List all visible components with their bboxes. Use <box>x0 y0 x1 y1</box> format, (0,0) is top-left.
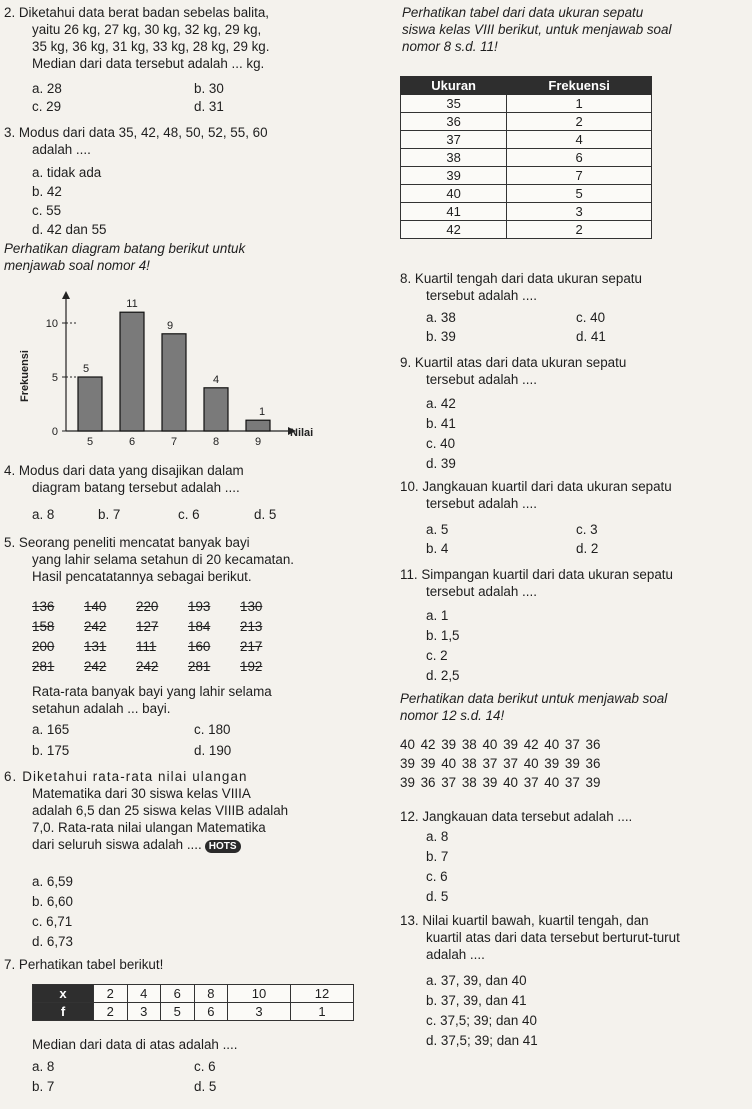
q2-line: Median dari data tersebut adalah ... kg. <box>32 56 265 71</box>
question-3 <box>4 124 268 158</box>
x-tick-label: 7 <box>170 436 178 448</box>
bar-data-label: 5 <box>82 363 90 375</box>
data-values <box>400 736 600 793</box>
question-6 <box>4 768 288 853</box>
table-cell: 36 <box>401 113 507 131</box>
q6-line: 7,0. Rata-rata nilai ulangan Matematika <box>32 820 266 835</box>
q5-option-b[interactable]: b. 175 <box>32 743 70 758</box>
q9-option-a[interactable]: a. 42 <box>426 396 456 411</box>
question-8 <box>400 270 642 304</box>
q4-option-a[interactable]: a. 8 <box>32 507 55 522</box>
table-intro <box>402 4 671 55</box>
table-header-row <box>401 77 652 95</box>
q5-data-row: 200 131 111 160 217 <box>32 639 263 654</box>
q11-line: tersebut adalah .... <box>426 584 537 599</box>
table-cell: 41 <box>401 203 507 221</box>
q7-option-a[interactable]: a. 8 <box>32 1059 55 1074</box>
q13-line: adalah .... <box>426 947 485 962</box>
q12-question: 12. Jangkauan data tersebut adalah .... <box>400 809 633 824</box>
y-tick-label: 0 <box>51 426 58 438</box>
q5-option-a[interactable]: a. 165 <box>32 722 70 737</box>
table-intro-line: Perhatikan tabel dari data ukuran sepatu <box>402 5 644 20</box>
q6-line: Matematika dari 30 siswa kelas VIIIA <box>32 786 251 801</box>
q3-option-b[interactable]: b. 42 <box>32 184 62 199</box>
y-axis-arrow <box>62 291 70 299</box>
q3-option-a[interactable]: a. tidak ada <box>32 165 102 180</box>
q5-data-row: 158 242 127 184 213 <box>32 619 263 634</box>
q5-after-line: setahun adalah ... bayi. <box>32 701 171 716</box>
q7-x-row <box>33 985 354 1003</box>
q7-option-d[interactable]: d. 5 <box>194 1079 217 1094</box>
table-row <box>401 131 652 149</box>
q2-option-c[interactable]: c. 29 <box>32 99 62 114</box>
y-axis-label: Frekuensi <box>19 350 31 402</box>
q2-option-b[interactable]: b. 30 <box>194 81 224 96</box>
table-cell: 37 <box>401 131 507 149</box>
hots-badge: HOTS <box>205 840 241 853</box>
q7-f-cell: 1 <box>291 1003 354 1021</box>
q4-line: 4. Modus dari data yang disajikan dalam <box>4 463 244 478</box>
q5-line: Hasil pencatatannya sebagai berikut. <box>32 569 252 584</box>
q7-table <box>32 984 354 1021</box>
q2-line: 2. Diketahui data berat badan sebelas balita, <box>4 5 270 20</box>
q9-option-d[interactable]: d. 39 <box>426 456 456 471</box>
table-row <box>401 221 652 239</box>
q7-f-cell: 2 <box>94 1003 128 1021</box>
y-tick-label: 5 <box>51 372 58 384</box>
table-row <box>401 95 652 113</box>
chart-intro-line: menjawab soal nomor 4! <box>4 258 150 273</box>
data-row: 39 36 37 38 39 40 37 40 37 39 <box>400 775 601 790</box>
bar-chart <box>6 285 336 465</box>
q2-option-a[interactable]: a. 28 <box>32 81 62 96</box>
q7-option-c[interactable]: c. 6 <box>194 1059 216 1074</box>
q5-data-row: 281 242 242 281 192 <box>32 659 263 674</box>
question-11 <box>400 566 673 600</box>
q7-option-b[interactable]: b. 7 <box>32 1079 55 1094</box>
x-axis-label: Nilai <box>290 427 314 439</box>
table-cell: 7 <box>507 167 652 185</box>
data-intro-line: nomor 12 s.d. 14! <box>400 708 505 723</box>
q13-option-d[interactable]: d. 37,5; 39; dan 41 <box>426 1033 538 1048</box>
q7-x-cell: 4 <box>127 985 161 1003</box>
q11-option-b[interactable]: b. 1,5 <box>426 628 460 643</box>
table-cell: 1 <box>507 95 652 113</box>
q9-option-b[interactable]: b. 41 <box>426 416 456 431</box>
q7-f-label: f <box>33 1003 94 1021</box>
bar <box>204 388 228 431</box>
q5-after-line: Rata-rata banyak bayi yang lahir selama <box>32 684 272 699</box>
q8-option-b[interactable]: b. 39 <box>426 329 456 344</box>
q7-f-cell: 5 <box>161 1003 195 1021</box>
q7-x-cell: 10 <box>228 985 291 1003</box>
q3-line: adalah .... <box>32 142 91 157</box>
table-cell: 39 <box>401 167 507 185</box>
data-row: 39 39 40 38 37 37 40 39 39 36 <box>400 756 601 771</box>
question-9 <box>400 354 626 388</box>
table-cell: 4 <box>507 131 652 149</box>
bar-data-label: 4 <box>212 373 220 386</box>
q11-option-a[interactable]: a. 1 <box>426 608 449 623</box>
x-tick-label: 5 <box>86 436 94 448</box>
table-cell: 35 <box>401 95 507 113</box>
q7-x-cell: 8 <box>194 985 228 1003</box>
q7-x-cell: 2 <box>94 985 128 1003</box>
q5-line: 5. Seorang peneliti mencatat banyak bayi <box>4 535 250 550</box>
bar-data-label: 11 <box>126 298 138 311</box>
q6-option-c[interactable]: c. 6,71 <box>32 914 73 929</box>
q4-option-d[interactable]: d. 5 <box>254 507 277 522</box>
x-tick-label: 6 <box>128 436 136 448</box>
data-intro <box>400 690 667 724</box>
q2-line: 35 kg, 36 kg, 31 kg, 33 kg, 28 kg, 29 kg. <box>32 39 270 54</box>
q4-option-b[interactable]: b. 7 <box>98 507 121 522</box>
bar-data-label: 1 <box>258 406 266 419</box>
q3-line: 3. Modus dari data 35, 42, 48, 50, 52, 55, 60 <box>4 125 268 140</box>
q13-line: 13. Nilai kuartil bawah, kuartil tengah, dan <box>400 913 649 928</box>
q9-line: 9. Kuartil atas dari data ukuran sepatu <box>400 355 627 370</box>
q7-f-cell: 3 <box>127 1003 161 1021</box>
q8-line: tersebut adalah .... <box>426 288 537 303</box>
y-tick-label: 10 <box>45 318 58 330</box>
data-row: 40 42 39 38 40 39 42 40 37 36 <box>400 737 601 752</box>
chart-intro <box>4 240 245 274</box>
question-4 <box>4 462 244 496</box>
x-tick-label: 8 <box>212 436 220 448</box>
q13-option-a[interactable]: a. 37, 39, dan 40 <box>426 973 527 988</box>
q7-f-row <box>33 1003 354 1021</box>
q12-option-b[interactable]: b. 7 <box>426 849 449 864</box>
q5-data-grid <box>32 598 292 678</box>
question-5 <box>4 534 294 585</box>
table-row <box>401 185 652 203</box>
q5-line: yang lahir selama setahun di 20 kecamatan. <box>32 552 295 567</box>
q3-option-c[interactable]: c. 55 <box>32 203 62 218</box>
q6-line: adalah 6,5 dan 25 siswa kelas VIIIB adalah <box>32 803 289 818</box>
q2-option-d[interactable]: d. 31 <box>194 99 224 114</box>
q10-option-b[interactable]: b. 4 <box>426 541 449 556</box>
q10-option-a[interactable]: a. 5 <box>426 522 449 537</box>
q4-option-c[interactable]: c. 6 <box>178 507 200 522</box>
table-cell: 3 <box>507 203 652 221</box>
q9-line: tersebut adalah .... <box>426 372 537 387</box>
q5-option-d[interactable]: d. 190 <box>194 743 232 758</box>
q7-title: 7. Perhatikan tabel berikut! <box>4 957 164 972</box>
table-header: Ukuran <box>401 77 507 95</box>
table-row <box>401 167 652 185</box>
bar <box>246 420 270 431</box>
q6-option-d[interactable]: d. 6,73 <box>32 934 73 949</box>
q6-option-a[interactable]: a. 6,59 <box>32 874 73 889</box>
q8-option-c[interactable]: c. 40 <box>576 310 606 325</box>
q8-line: 8. Kuartil tengah dari data ukuran sepatu <box>400 271 642 286</box>
q4-line: diagram batang tersebut adalah .... <box>32 480 240 495</box>
table-intro-line: nomor 8 s.d. 11! <box>402 39 498 54</box>
q12-option-c[interactable]: c. 6 <box>426 869 448 884</box>
q13-option-b[interactable]: b. 37, 39, dan 41 <box>426 993 527 1008</box>
q6-line: dari seluruh siswa adalah .... <box>32 837 202 852</box>
q12-option-d[interactable]: d. 5 <box>426 889 449 904</box>
q10-option-d[interactable]: d. 2 <box>576 541 599 556</box>
table-cell: 5 <box>507 185 652 203</box>
q11-line: 11. Simpangan kuartil dari data ukuran sepatu <box>400 567 673 582</box>
bar <box>120 312 144 431</box>
q10-line: tersebut adalah .... <box>426 496 537 511</box>
q7-question: Median dari data di atas adalah .... <box>32 1037 238 1052</box>
bar <box>162 334 186 431</box>
table-row <box>401 203 652 221</box>
chart-intro-line: Perhatikan diagram batang berikut untuk <box>4 241 246 256</box>
q6-line: 6. Diketahui rata-rata nilai ulangan <box>4 769 248 784</box>
q8-option-a[interactable]: a. 38 <box>426 310 456 325</box>
bar-data-label: 9 <box>166 319 174 332</box>
q7-f-cell: 6 <box>194 1003 228 1021</box>
shoe-size-table <box>400 76 652 239</box>
q7-x-cell: 12 <box>291 985 354 1003</box>
q10-option-c[interactable]: c. 3 <box>576 522 598 537</box>
table-cell: 40 <box>401 185 507 203</box>
bar <box>78 377 102 431</box>
table-cell: 6 <box>507 149 652 167</box>
q13-line: kuartil atas dari data tersebut berturut-turut <box>426 930 680 945</box>
q13-option-c[interactable]: c. 37,5; 39; dan 40 <box>426 1013 537 1028</box>
table-cell: 42 <box>401 221 507 239</box>
table-header: Frekuensi <box>507 77 652 95</box>
q8-option-d[interactable]: d. 41 <box>576 329 606 344</box>
table-cell: 2 <box>507 113 652 131</box>
table-row <box>401 149 652 167</box>
table-cell: 38 <box>401 149 507 167</box>
x-tick-label: 9 <box>254 436 262 448</box>
q7-x-cell: 6 <box>161 985 195 1003</box>
q5-option-c[interactable]: c. 180 <box>194 722 231 737</box>
table-intro-line: siswa kelas VIII berikut, untuk menjawab soal <box>402 22 672 37</box>
table-cell: 2 <box>507 221 652 239</box>
table-row <box>401 113 652 131</box>
q5-after <box>32 683 272 717</box>
q2-line: yaitu 26 kg, 27 kg, 30 kg, 32 kg, 29 kg, <box>32 22 262 37</box>
q10-line: 10. Jangkauan kuartil dari data ukuran sepatu <box>400 479 672 494</box>
q7-f-cell: 3 <box>228 1003 291 1021</box>
q11-option-c[interactable]: c. 2 <box>426 648 448 663</box>
question-13 <box>400 912 680 963</box>
q6-option-b[interactable]: b. 6,60 <box>32 894 73 909</box>
question-10 <box>400 478 672 512</box>
q3-option-d[interactable]: d. 42 dan 55 <box>32 222 107 237</box>
q5-data-row: 136 140 220 193 130 <box>32 599 263 614</box>
q11-option-d[interactable]: d. 2,5 <box>426 668 460 683</box>
q9-option-c[interactable]: c. 40 <box>426 436 456 451</box>
q7-x-label: x <box>33 985 94 1003</box>
question-2 <box>4 4 269 72</box>
q12-option-a[interactable]: a. 8 <box>426 829 449 844</box>
data-intro-line: Perhatikan data berikut untuk menjawab soal <box>400 691 668 706</box>
